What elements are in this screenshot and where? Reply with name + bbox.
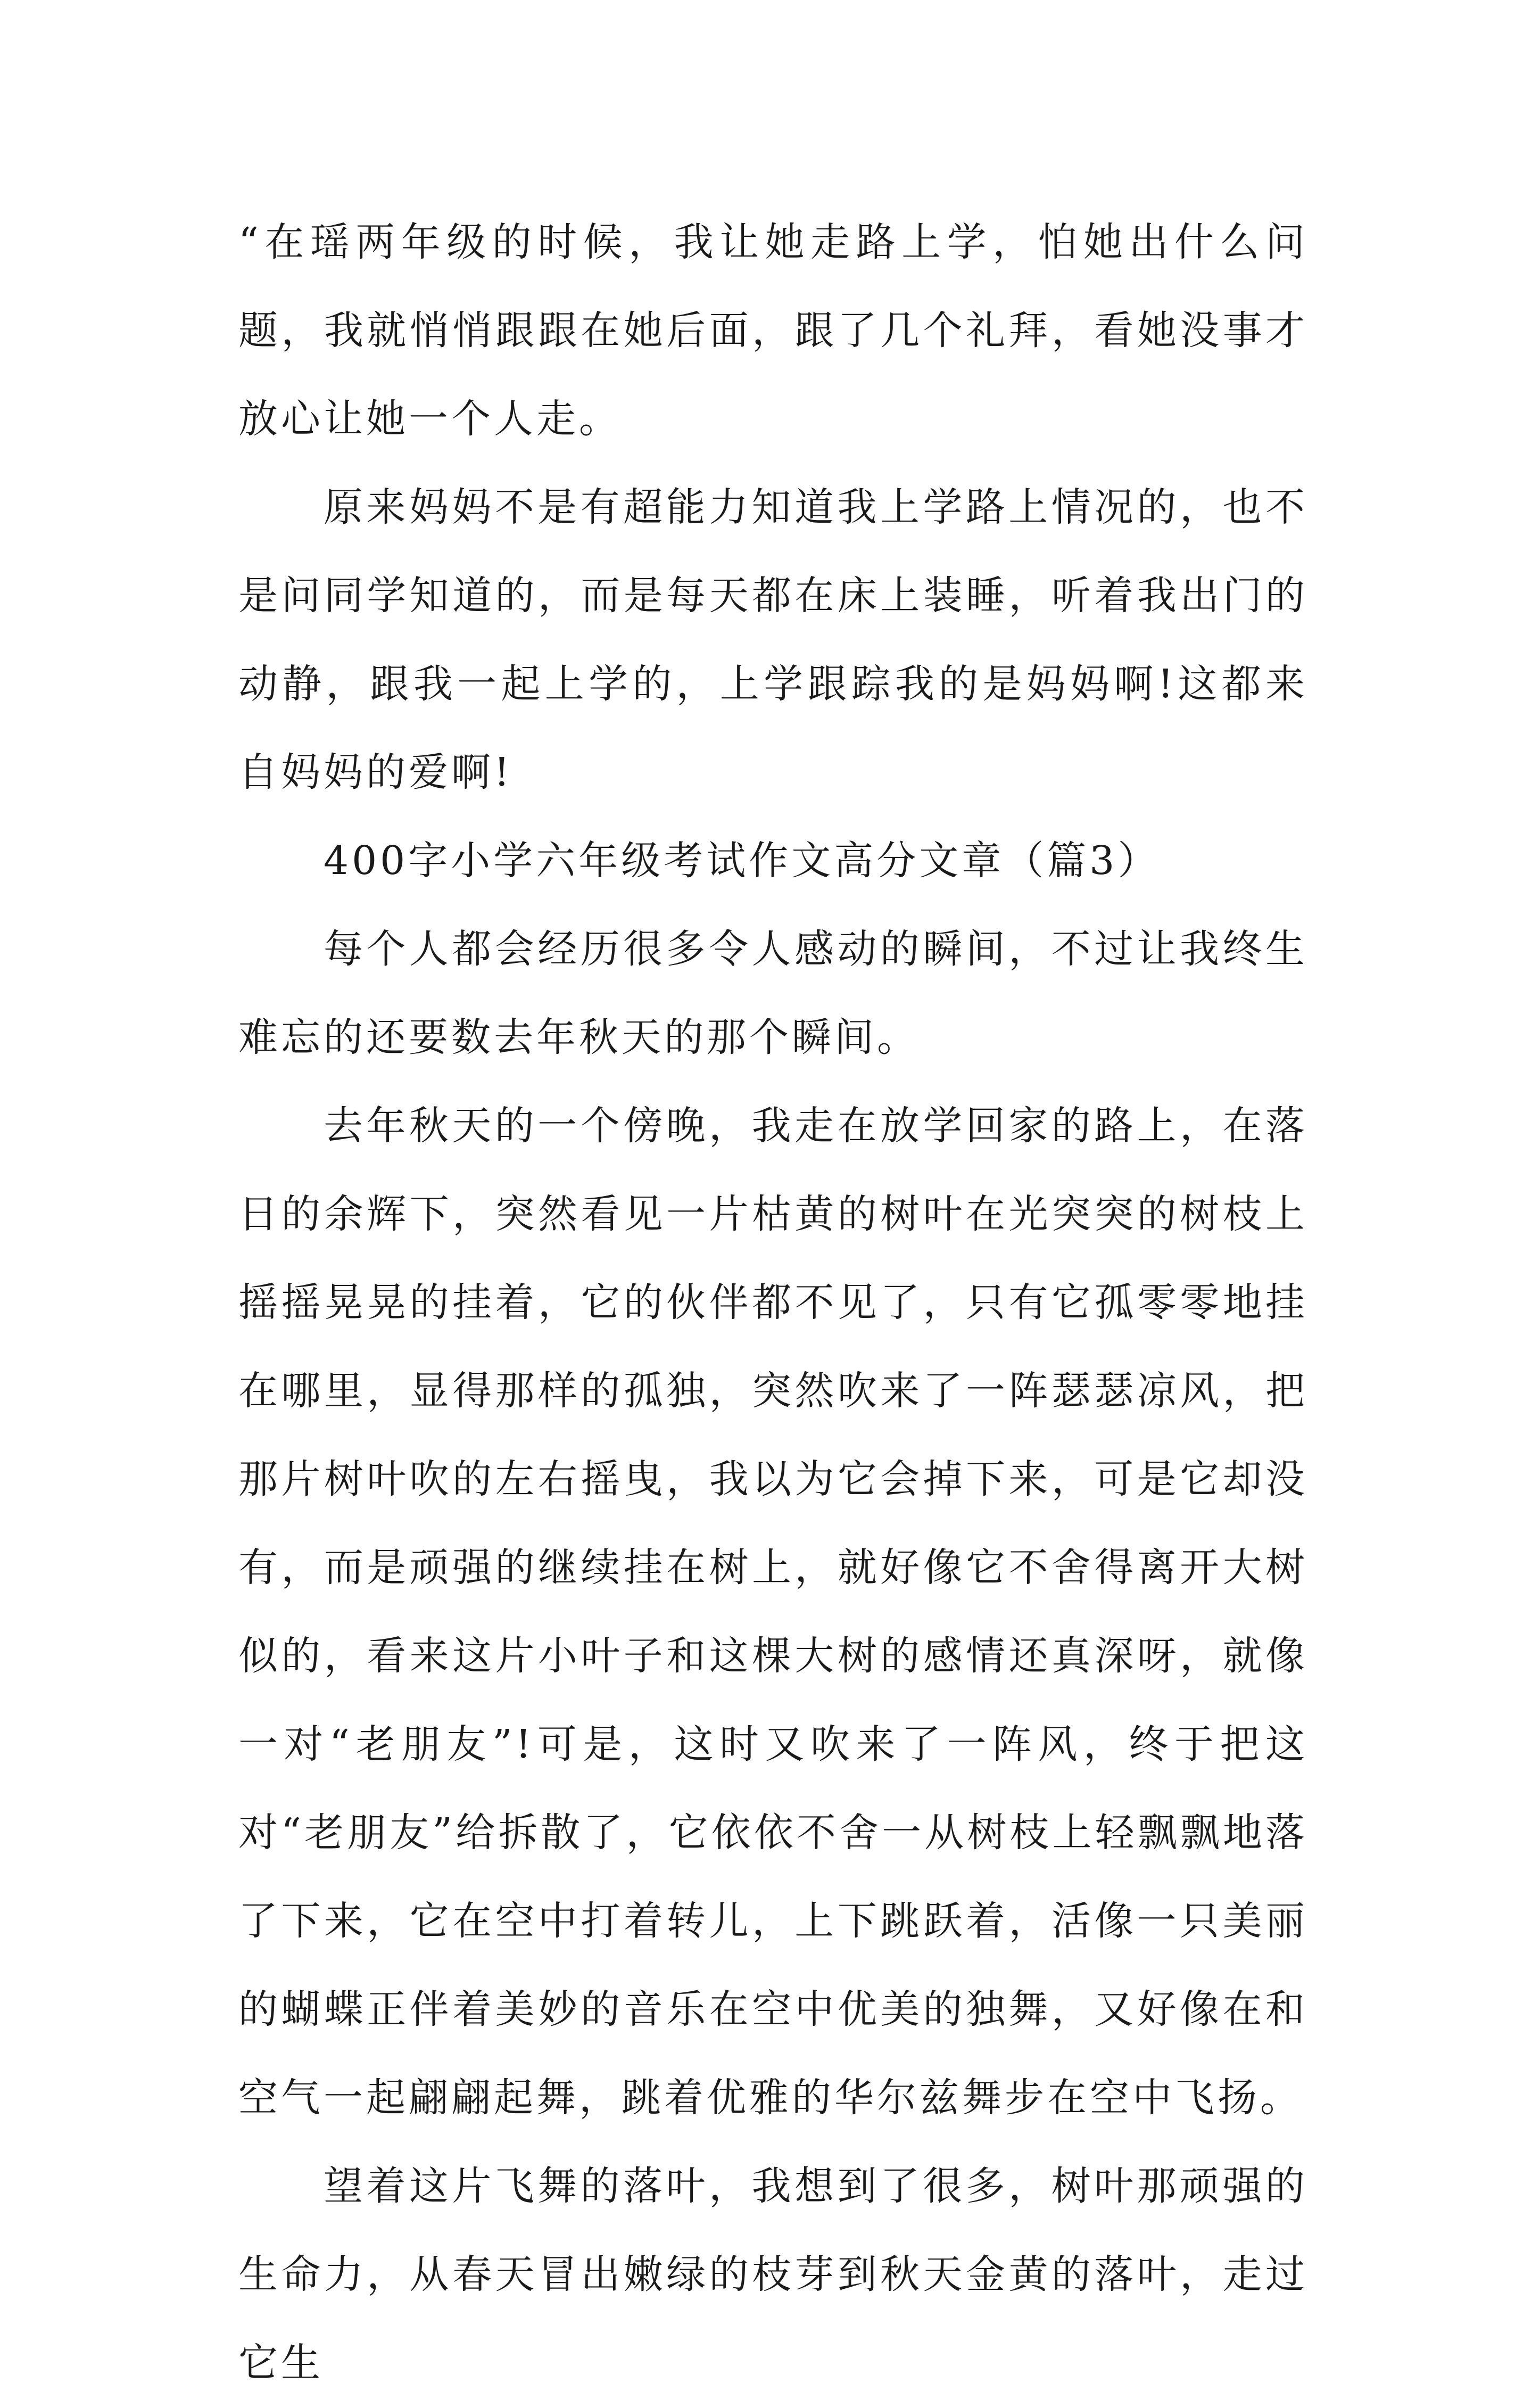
paragraph-1: “在瑶两年级的时候，我让她走路上学，怕她出什么问题，我就悄悄跟跟在她后面，跟了几个礼拜，看她没事才放心让她一个人走。 (238, 219, 1308, 442)
paragraph-4: 去年秋天的一个傍晚，我走在放学回家的路上，在落日的余辉下，突然看见一片枯黄的树叶在光突突的树枝上摇摇晃晃的挂着，它的伙伴都不见了，只有它孤零零地挂在哪里，显得那样的孤独，突然吹来了一阵瑟瑟凉风，把那片树叶吹的左右摇曳，我以为它会掉下来，可是它却没有，而是顽强的继续挂在树上，就好像它不舍得离开大树似的，看来这片小叶子和这棵大树的感情还真深呀，就像一对“老朋友”!可是，这时又吹来了一阵风，终于把这对“老朋友”给拆散了，它依依不舍一从树枝上轻飘飘地落了下来，它在空中打着转儿，上下跳跃着，活像一只美丽的蝴蝶正伴着美妙的音乐在空中优美的独舞，又好像在和空气一起翩翩起舞，跳着优雅的华尔兹舞步在空中飞扬。 (238, 1103, 1308, 2121)
document-body (238, 198, 1308, 2407)
paragraph-3: 每个人都会经历很多令人感动的瞬间，不过让我终生难忘的还要数去年秋天的那个瞬间。 (238, 926, 1308, 1060)
section-heading: 400字小学六年级考试作文高分文章（篇3） (324, 838, 1161, 884)
paragraph-5: 望着这片飞舞的落叶，我想到了很多，树叶那顽强的生命力，从春天冒出嫩绿的枝芽到秋天金黄的落叶，走过它生 (238, 2163, 1308, 2386)
paragraph-2: 原来妈妈不是有超能力知道我上学路上情况的，也不是问同学知道的，而是每天都在床上装睡，听着我出门的动静，跟我一起上学的，上学跟踪我的是妈妈啊!这都来自妈妈的爱啊! (238, 484, 1308, 795)
